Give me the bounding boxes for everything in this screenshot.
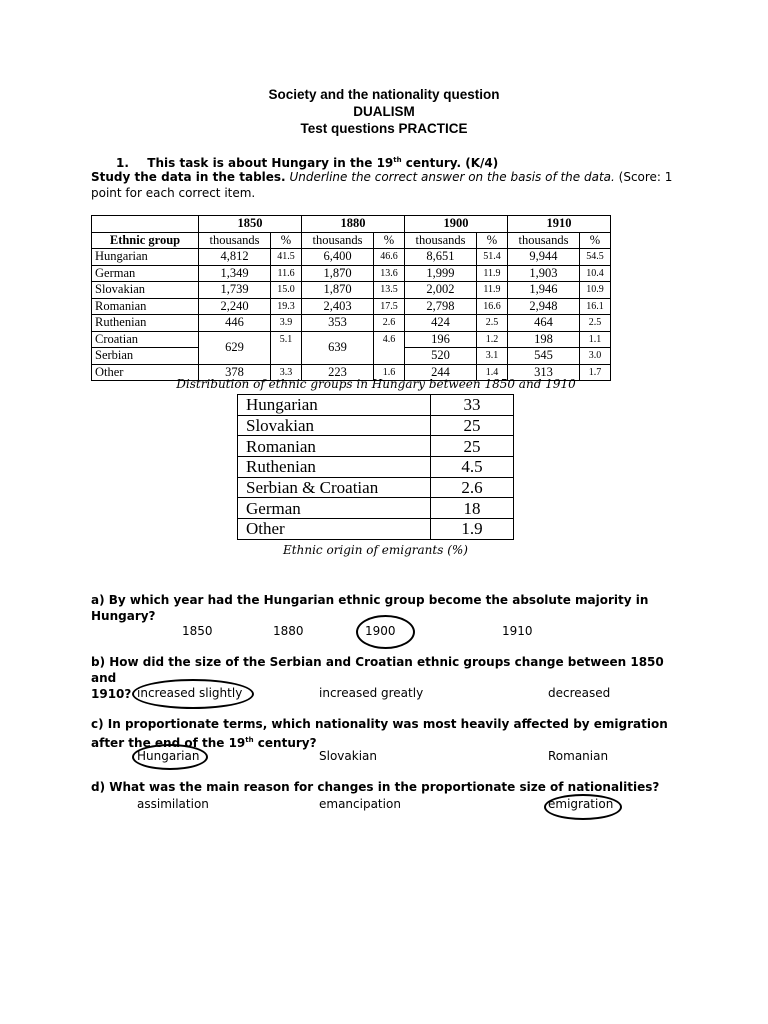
emigrant-group-percent: 33 [431, 395, 514, 416]
cell-percent: 3.0 [579, 348, 610, 365]
sub-pct: % [374, 232, 405, 249]
option-a-1880[interactable]: 1880 [273, 624, 304, 638]
cell-percent: 54.5 [579, 249, 610, 266]
cell-percent: 2.5 [579, 315, 610, 332]
option-d-emancipation[interactable]: emancipation [319, 797, 401, 811]
cell-thousands: 446 [199, 315, 271, 332]
cell-percent: 10.4 [579, 265, 610, 282]
cell-thousands: 223 [301, 364, 373, 381]
cell-percent: 16.1 [579, 298, 610, 315]
emigrant-group-name: German [238, 498, 431, 519]
emigrant-group-percent: 25 [431, 415, 514, 436]
question-b-line2: 1910? [91, 687, 132, 701]
cell-thousands: 2,403 [301, 298, 373, 315]
cell-percent: 16.6 [477, 298, 508, 315]
sub-thousands: thousands [301, 232, 373, 249]
cell-percent: 11.9 [477, 282, 508, 299]
cell-thousands: 2,798 [404, 298, 476, 315]
table-row [238, 395, 514, 416]
table-row [238, 498, 514, 519]
cell-percent: 51.4 [477, 249, 508, 266]
cell-thousands: 353 [301, 315, 373, 332]
cell-thousands: 464 [507, 315, 579, 332]
cell-percent: 5.1 [271, 331, 302, 364]
table-header-years [92, 216, 611, 233]
sub-pct: % [477, 232, 508, 249]
ethnic-group-name: German [92, 265, 199, 282]
cell-thousands: 1,349 [199, 265, 271, 282]
question-a-line2: Hungary? [91, 609, 156, 623]
cell-percent: 17.5 [374, 298, 405, 315]
table-row [92, 265, 611, 282]
cell-thousands: 520 [404, 348, 476, 365]
cell-percent: 46.6 [374, 249, 405, 266]
option-c-slovakian[interactable]: Slovakian [319, 749, 377, 763]
year-1850: 1850 [199, 216, 302, 233]
document-title: Society and the nationality question [268, 87, 500, 102]
task-heading-sup: th [393, 156, 402, 164]
cell-thousands: 1,870 [301, 265, 373, 282]
emigrant-group-name: Serbian & Croatian [238, 477, 431, 498]
option-c-romanian[interactable]: Romanian [548, 749, 609, 763]
emigrant-group-name: Romanian [238, 436, 431, 457]
cell-percent: 41.5 [271, 249, 302, 266]
emigrants-origin-table [237, 394, 514, 540]
instr-bold: Study the data in the tables. [91, 170, 286, 184]
table-corner [92, 216, 199, 233]
table-row [238, 477, 514, 498]
cell-thousands: 4,812 [199, 249, 271, 266]
ethnic-group-name: Croatian [92, 331, 199, 348]
cell-thousands: 244 [404, 364, 476, 381]
option-a-1910[interactable]: 1910 [502, 624, 533, 638]
emigrant-group-name: Hungarian [238, 395, 431, 416]
ethnic-group-name: Ruthenian [92, 315, 199, 332]
question-c-line1: c) In proportionate terms, which nationality was most heavily affected by emigration [91, 717, 668, 731]
cell-thousands: 545 [507, 348, 579, 365]
emigrant-group-name: Ruthenian [238, 457, 431, 478]
year-1900: 1900 [404, 216, 507, 233]
task-instructions-line2: point for each correct item. [91, 186, 256, 200]
question-a [91, 592, 677, 624]
option-b-increased-greatly[interactable]: increased greatly [319, 686, 424, 700]
table-header-sub [92, 232, 611, 249]
cell-percent: 13.6 [374, 265, 405, 282]
question-b-line1: b) How did the size of the Serbian and Croatian ethnic groups change between 1850 and [91, 655, 664, 685]
ethnic-group-header: Ethnic group [92, 232, 199, 249]
ethnic-group-name: Other [92, 364, 199, 381]
question-c [91, 716, 677, 751]
table-row [238, 415, 514, 436]
cell-thousands: 629 [199, 331, 271, 364]
cell-thousands: 2,002 [404, 282, 476, 299]
ethnic-group-name: Romanian [92, 298, 199, 315]
cell-percent: 1.6 [374, 364, 405, 381]
table1-caption: Distribution of ethnic groups in Hungary between 1850 and 1910 [176, 377, 576, 391]
cell-thousands: 1,739 [199, 282, 271, 299]
option-a-1850[interactable]: 1850 [182, 624, 213, 638]
cell-thousands: 1,870 [301, 282, 373, 299]
cell-thousands: 1,946 [507, 282, 579, 299]
option-c-hungarian[interactable]: Hungarian [137, 749, 200, 763]
cell-thousands: 2,948 [507, 298, 579, 315]
document-subtitle: DUALISM [353, 104, 415, 119]
table-row [92, 249, 611, 266]
cell-thousands: 378 [199, 364, 271, 381]
sub-thousands: thousands [199, 232, 271, 249]
emigrant-group-name: Slovakian [238, 415, 431, 436]
table-row [92, 315, 611, 332]
cell-percent: 2.5 [477, 315, 508, 332]
ethnic-group-name: Hungarian [92, 249, 199, 266]
option-a-1900[interactable]: 1900 [365, 624, 396, 638]
cell-thousands: 196 [404, 331, 476, 348]
cell-thousands: 198 [507, 331, 579, 348]
instr-rest: (Score: 1 [614, 170, 673, 184]
year-1910: 1910 [507, 216, 610, 233]
cell-thousands: 1,999 [404, 265, 476, 282]
cell-percent: 4.6 [374, 331, 405, 364]
question-d: d) What was the main reason for changes in the proportionate size of nationalities? [91, 780, 660, 794]
table-row [238, 519, 514, 540]
task-heading-post: century. (K/4) [401, 156, 499, 170]
sub-pct: % [271, 232, 302, 249]
option-b-decreased[interactable]: decreased [548, 686, 611, 700]
question-c-line2: after the end of the 19th century? [91, 736, 317, 750]
task-heading-text: This task is about Hungary in the 19 [147, 156, 394, 170]
cell-percent: 1.1 [579, 331, 610, 348]
task-number: 1. [116, 156, 129, 170]
sub-pct: % [579, 232, 610, 249]
cell-percent: 13.5 [374, 282, 405, 299]
ethnic-group-name: Serbian [92, 348, 199, 365]
emigrant-group-percent: 25 [431, 436, 514, 457]
cell-percent: 10.9 [579, 282, 610, 299]
sub-thousands: thousands [507, 232, 579, 249]
cell-percent: 19.3 [271, 298, 302, 315]
option-b-increased-slightly[interactable]: increased slightly [137, 686, 243, 700]
ethnic-group-name: Slovakian [92, 282, 199, 299]
cell-percent: 1.7 [579, 364, 610, 381]
cell-thousands: 424 [404, 315, 476, 332]
cell-percent: 11.6 [271, 265, 302, 282]
table-row [92, 331, 611, 348]
cell-thousands: 313 [507, 364, 579, 381]
emigrant-group-percent: 1.9 [431, 519, 514, 540]
option-d-assimilation[interactable]: assimilation [137, 797, 209, 811]
cell-percent: 3.1 [477, 348, 508, 365]
cell-thousands: 8,651 [404, 249, 476, 266]
emigrant-group-percent: 4.5 [431, 457, 514, 478]
cell-thousands: 6,400 [301, 249, 373, 266]
cell-percent: 1.2 [477, 331, 508, 348]
emigrant-group-percent: 2.6 [431, 477, 514, 498]
emigrant-group-percent: 18 [431, 498, 514, 519]
cell-percent: 1.4 [477, 364, 508, 381]
option-d-emigration[interactable]: emigration [548, 797, 614, 811]
question-a-line1: a) By which year had the Hungarian ethnic group become the absolute majority in [91, 593, 649, 607]
ethnic-distribution-table [91, 215, 611, 381]
cell-percent: 3.3 [271, 364, 302, 381]
table2-caption: Ethnic origin of emigrants (%) [283, 543, 468, 557]
table-row [238, 436, 514, 457]
cell-thousands: 2,240 [199, 298, 271, 315]
cell-percent: 11.9 [477, 265, 508, 282]
cell-thousands: 1,903 [507, 265, 579, 282]
document-section-title: Test questions PRACTICE [300, 121, 468, 136]
sub-thousands: thousands [404, 232, 476, 249]
cell-percent: 15.0 [271, 282, 302, 299]
table-row [92, 282, 611, 299]
emigrant-group-name: Other [238, 519, 431, 540]
year-1880: 1880 [301, 216, 404, 233]
task-instructions [91, 169, 681, 185]
table-row [238, 457, 514, 478]
table-row [92, 298, 611, 315]
instr-italic: Underline the correct answer on the basis of the data. [285, 170, 615, 184]
cell-thousands: 9,944 [507, 249, 579, 266]
cell-percent: 2.6 [374, 315, 405, 332]
cell-thousands: 639 [301, 331, 373, 364]
cell-percent: 3.9 [271, 315, 302, 332]
